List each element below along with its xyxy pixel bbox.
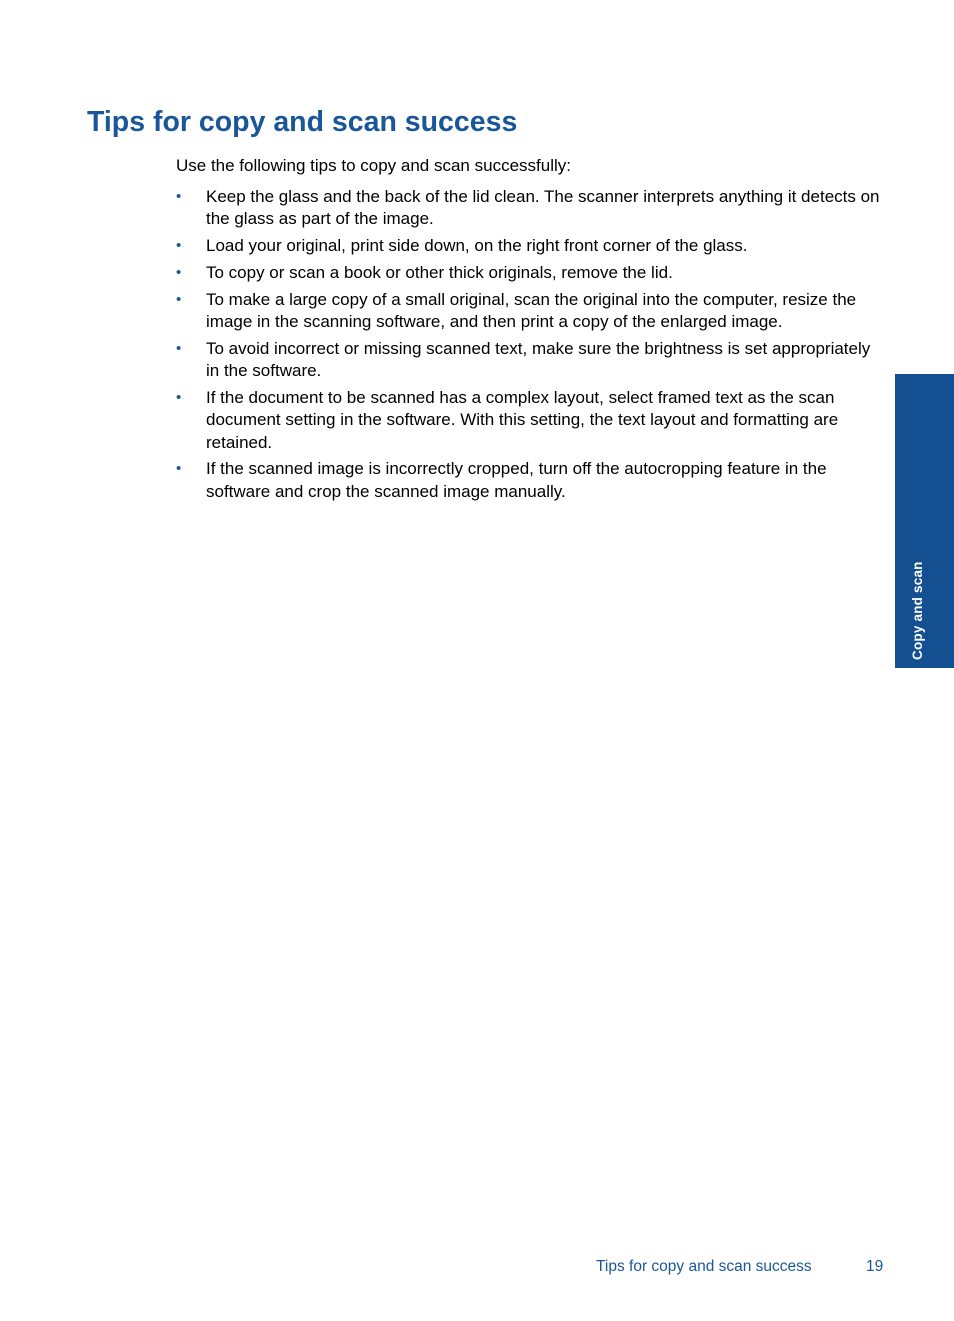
tip-text: Load your original, print side down, on the right front corner of the glass. xyxy=(206,236,748,256)
tip-text: To avoid incorrect or missing scanned text, make sure the brightness is set appropriately in the software. xyxy=(206,338,871,381)
page-title: Tips for copy and scan success xyxy=(87,106,518,138)
tips-list xyxy=(176,186,888,507)
bullet-icon: • xyxy=(176,263,182,281)
tip-text: If the document to be scanned has a complex layout, select framed text as the scan document setting in the software. With this setting, the text layout and formatting are retained. xyxy=(206,387,839,452)
list-item xyxy=(176,262,888,284)
list-item xyxy=(176,458,888,503)
tip-text: To copy or scan a book or other thick originals, remove the lid. xyxy=(206,262,673,282)
list-item xyxy=(176,338,888,383)
bullet-icon: • xyxy=(176,460,182,478)
list-item xyxy=(176,289,888,334)
tip-text: Keep the glass and the back of the lid clean. The scanner interprets anything it detects on the glass as part of the image. xyxy=(206,187,880,229)
chapter-tab-label: Copy and scan xyxy=(910,561,925,660)
list-item xyxy=(176,387,888,454)
bullet-icon: • xyxy=(176,339,182,357)
footer-section-title: Tips for copy and scan success xyxy=(596,1258,812,1275)
page-number: 19 xyxy=(866,1258,884,1275)
bullet-icon: • xyxy=(176,237,182,255)
list-item xyxy=(176,186,888,231)
bullet-icon: • xyxy=(176,388,182,406)
tip-text: If the scanned image is incorrectly cropped, turn off the autocropping feature in the software and crop the scanned image manually. xyxy=(206,459,827,501)
list-item xyxy=(176,235,888,257)
intro-text: Use the following tips to copy and scan successfully: xyxy=(176,156,571,175)
tip-text: To make a large copy of a small original, scan the original into the computer, resize the image in the scanning software, and then print a copy of the enlarged image. xyxy=(206,289,857,331)
bullet-icon: • xyxy=(176,188,182,205)
bullet-icon: • xyxy=(176,290,182,308)
